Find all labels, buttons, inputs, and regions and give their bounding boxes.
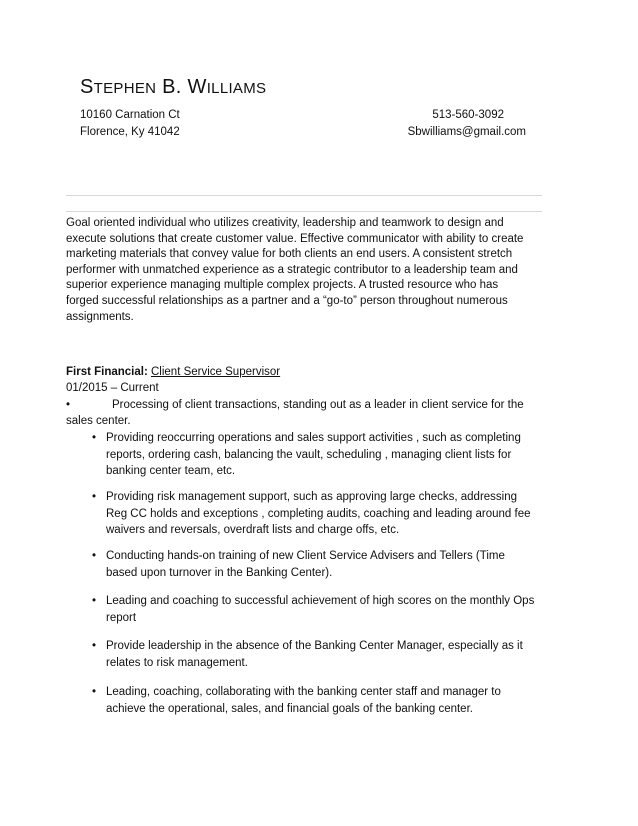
bullet-text-line: Reg CC holds and exceptions , completing audits, coaching and leading around fee <box>106 507 531 520</box>
summary-line: performer with unmatched experience as a strategic contributor to a leadership team and <box>66 263 518 276</box>
bullet-text-line: relates to risk management. <box>106 656 248 669</box>
bullet-text-line: Providing risk management support, such as approving large checks, addressing <box>106 491 518 503</box>
bullet-icon: • <box>92 432 97 444</box>
bullet-text-line: banking center team, etc. <box>106 465 236 477</box>
bullet-text-line: Conducting hands-on training of new Client Service Advisers and Tellers (Time <box>106 550 505 562</box>
bullet-item <box>66 397 546 429</box>
bullet-text-line: waivers and reversals, overdraft lists and charge offs, etc. <box>106 524 400 536</box>
summary-line: Goal oriented individual who utilizes creativity, leadership and teamwork to design and <box>66 217 504 229</box>
divider-bottom <box>66 211 542 212</box>
address-line-2: Florence, Ky 41042 <box>80 126 180 138</box>
divider-top <box>66 195 542 196</box>
name-first-initial: S <box>80 76 94 98</box>
bullet-text-line: sales center. <box>66 415 131 427</box>
phone-number: 513-560-3092 <box>432 109 504 121</box>
name-middle: B. <box>162 76 182 98</box>
summary-line: assignments. <box>66 310 134 323</box>
name-last-rest: ILLIAMS <box>206 80 267 97</box>
company-name: First Financial: <box>66 366 148 378</box>
name-last-initial: W <box>187 76 207 98</box>
bullet-text-line: Leading, coaching, collaborating with the banking center staff and manager to <box>106 686 501 698</box>
job-heading <box>66 366 280 378</box>
summary-paragraph <box>66 216 542 325</box>
summary-line: execute solutions that create customer value. Effective communicator with ability to create <box>66 232 524 245</box>
bullet-icon: • <box>92 640 97 652</box>
bullet-text-line: Providing reoccurring operations and sales support activities , such as completing <box>106 432 521 444</box>
bullet-text-line: reports, ordering cash, balancing the vault, scheduling , managing client lists for <box>106 448 512 461</box>
job-dates: 01/2015 – Current <box>66 382 159 394</box>
summary-line: superior experience managing multiple complex projects. A trusted resource who has <box>66 279 499 292</box>
bullet-icon: • <box>92 491 97 503</box>
bullet-text-line: Leading and coaching to successful achievement of high scores on the monthly Ops <box>106 595 535 607</box>
bullet-text-line: report <box>106 611 137 624</box>
name-first-rest: TEPHEN <box>93 80 157 97</box>
summary-line: forged successful relationships as a partner and a “go-to” person throughout numerous <box>66 294 508 307</box>
job-role: Client Service Supervisor <box>151 366 281 378</box>
email-address: Sbwilliams@gmail.com <box>407 126 526 138</box>
applicant-name <box>80 76 266 99</box>
contact-row-1 <box>80 109 504 121</box>
address-line-1: 10160 Carnation Ct <box>80 109 180 121</box>
bullet-text-line: Processing of client transactions, standing out as a leader in client service for the <box>112 399 524 411</box>
bullet-icon: • <box>92 595 97 607</box>
bullet-text-line: based upon turnover in the Banking Center). <box>106 566 333 579</box>
contact-row-2 <box>80 126 526 138</box>
bullet-text-line: Provide leadership in the absence of the Banking Center Manager, especially as it <box>106 640 523 652</box>
bullet-icon: • <box>66 399 71 411</box>
bullet-icon: • <box>92 550 97 562</box>
bullet-text-line: achieve the operational, sales, and financial goals of the banking center. <box>106 702 473 715</box>
bullet-icon: • <box>92 686 97 698</box>
summary-line: marketing materials that convey value for both clients an end users. A consistent stretch <box>66 248 513 261</box>
